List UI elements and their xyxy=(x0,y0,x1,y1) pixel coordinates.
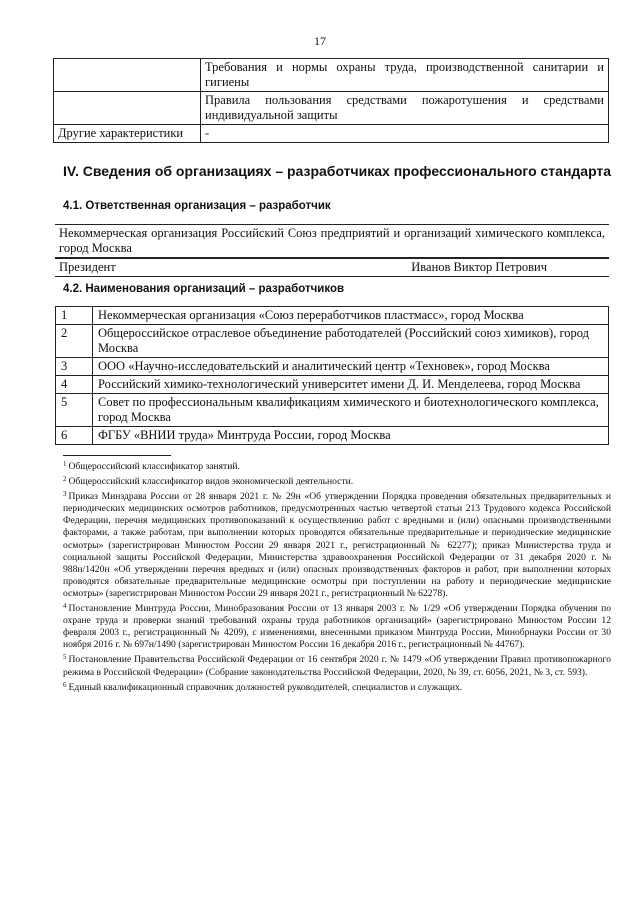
footnote-text: Приказ Минздрава России от 28 января 2021 г. № 29н «Об утверждении Порядка проведения обязательных предварительных и периодических медицинских осмотров работников, предусмотренных частью четвертой статьи 213 Трудового кодекса Российской Федерации, перечня медицинских противопоказаний к осуществлению работ с вредными и (или) опасными производственными факторами, а также работам, при выполнении которых проводятся обязательные предварительные и периодические медицинские осмотры» (зарегистрирован Минюстом России 29 января 2021 г., регистрационный № 62277); приказ Министерства труда и социальной защиты Российской Федерации, Министерства здравоохранения Российской Федерации от 31 декабря 2020 г. № 988н/1420н «Об утверждении перечня вредных и (или) опасных производственных факторов и работ, при выполнении которых проводятся обязательные предварительные медицинские осмотры при поступлении на работу и периодические медицинские осмотры» (зарегистрирован Минюстом России 29 января 2021 г., регистрационный № 62278). xyxy=(63,491,611,599)
footnotes xyxy=(63,458,611,694)
section-title: IV. Сведения об организациях – разработчиках профессионального стандарта xyxy=(63,163,612,179)
page-number: 17 xyxy=(314,34,326,48)
organization-name: Общероссийское отраслевое объединение работодателей (Российский союз химиков), город Москва xyxy=(93,325,609,358)
row-number: 2 xyxy=(56,325,93,358)
organization-name: ООО «Научно-исследовательский и аналитический центр «Техновек», город Москва xyxy=(93,358,609,376)
organization-name: ФГБУ «ВНИИ труда» Минтруда России, город Москва xyxy=(93,427,609,445)
footnote xyxy=(63,679,611,694)
table-row xyxy=(56,427,609,445)
row-number: 6 xyxy=(56,427,93,445)
developers-table xyxy=(55,306,609,445)
responsible-position: Президент xyxy=(59,260,116,274)
table-row xyxy=(55,258,609,278)
table-row xyxy=(54,92,609,125)
footnote xyxy=(63,651,611,678)
responsible-organization: Некоммерческая организация Российский Союз предприятий и организаций химического комплекса, город Москва xyxy=(55,225,609,258)
table-cell-label: Другие характеристики xyxy=(54,125,201,143)
organization-name: Российский химико-технологический университет имени Д. И. Менделеева, город Москва xyxy=(93,376,609,394)
table-row xyxy=(56,307,609,325)
footnote-text: Общероссийский классификатор занятий. xyxy=(68,461,240,472)
table-row xyxy=(56,358,609,376)
developers-heading: 4.2. Наименования организаций – разработчиков xyxy=(63,283,345,295)
table-row xyxy=(54,59,609,92)
responsible-person: Иванов Виктор Петрович xyxy=(411,260,547,274)
footnote-separator xyxy=(63,455,171,456)
table-row xyxy=(54,125,609,143)
table-cell-label xyxy=(54,59,201,92)
footnote-number: 1 xyxy=(63,460,67,468)
footnote xyxy=(63,473,611,488)
head-cell xyxy=(55,258,609,277)
table-row xyxy=(56,325,609,358)
row-number: 1 xyxy=(56,307,93,325)
table-cell-text: - xyxy=(201,125,609,143)
footnote xyxy=(63,458,611,473)
footnote-number: 6 xyxy=(63,680,67,689)
characteristics-table xyxy=(53,58,609,143)
table-cell-text: Правила пользования средствами пожаротушения и средствами индивидуальной защиты xyxy=(201,92,609,125)
responsible-org-table xyxy=(55,224,609,277)
organization-name: Некоммерческая организация «Союз переработчиков пластмасс», город Москва xyxy=(93,307,609,325)
table-row xyxy=(56,394,609,427)
row-number: 5 xyxy=(56,394,93,427)
organization-name: Совет по профессиональным квалификациям химического и биотехнологического комплекса, город Москва xyxy=(93,394,609,427)
footnote-text: Постановление Минтруда России, Минобразования России от 13 января 2003 г. № 1/29 «Об утверждении Порядка обучения по охране труда и проверки знаний требований охраны труда работников организаций» (зарегистрировано Минюстом России 12 февраля 2003 г., регистрационный № 4209), с изменениями, внесенными приказом Минтруда России, Минобрнауки России от 30 ноября 2016 г. № 697н/1490 (зарегистрирован Минюстом России 16 декабря 2016 г., регистрационный № 44767). xyxy=(63,603,611,651)
table-cell-text: Требования и нормы охраны труда, производственной санитарии и гигиены xyxy=(201,59,609,92)
row-number: 3 xyxy=(56,358,93,376)
table-cell-label xyxy=(54,92,201,125)
table-row xyxy=(55,225,609,258)
footnote-number: 2 xyxy=(63,475,67,484)
footnote-text: Общероссийский классификатор видов экономической деятельности. xyxy=(68,476,354,488)
table-row xyxy=(56,376,609,394)
footnote xyxy=(63,488,611,600)
row-number: 4 xyxy=(56,376,93,394)
responsible-heading: 4.1. Ответственная организация – разработчик xyxy=(63,200,331,212)
footnote-number: 3 xyxy=(63,490,67,499)
footnote-text: Единый квалификационный справочник должностей руководителей, специалистов и служащих. xyxy=(68,681,463,693)
footnote xyxy=(63,600,611,651)
footnote-number: 4 xyxy=(63,602,67,611)
footnote-text: Постановление Правительства Российской Федерации от 16 сентября 2020 г. № 1479 «Об утверждении Правил противопожарного режима в Российской Федерации» (Собрание законодательства Российской Федерации, 2020, № 39, ст. 6056, 2021, № 3, ст. 593). xyxy=(63,654,611,678)
footnote-number: 5 xyxy=(63,653,67,662)
